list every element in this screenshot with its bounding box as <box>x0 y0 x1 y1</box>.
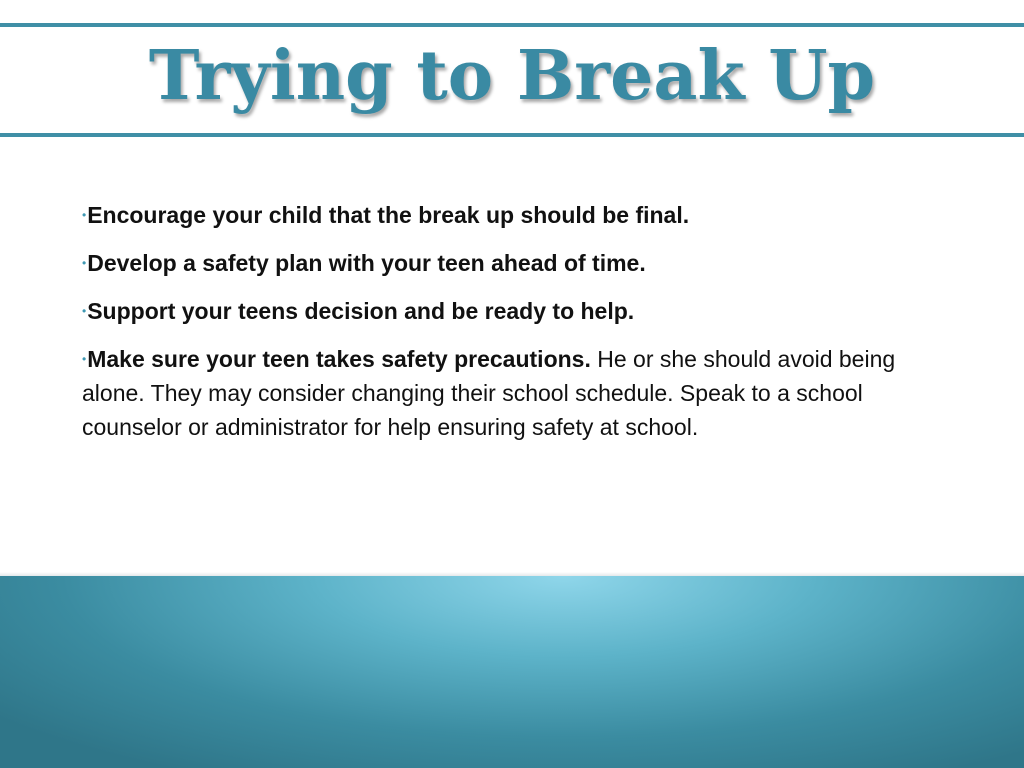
bullet-dot-icon: • <box>82 256 87 270</box>
bullet-dot-icon: • <box>82 352 87 366</box>
bullet-list <box>82 198 952 458</box>
footer-band <box>0 576 1024 768</box>
slide-title: Trying to Break Up <box>148 36 876 116</box>
bullet-bold-text: Make sure your teen takes safety precautions. <box>87 346 591 372</box>
bullet-dot-icon: • <box>82 208 87 222</box>
bullet-bold-text: Encourage your child that the break up should be final. <box>87 202 690 228</box>
bullet-text: He or she should avoid being alone. They may consider changing their school schedule. Speak to a school counselor or administrator for help ensuring safety at school. <box>82 346 896 440</box>
bullet-item-1 <box>82 198 952 232</box>
bullet-item-4 <box>82 342 952 444</box>
bullet-bold-text: Develop a safety plan with your teen ahead of time. <box>87 250 646 276</box>
bullet-bold-text: Support your teens decision and be ready to help. <box>87 298 635 324</box>
title-bottom-rule <box>0 133 1024 137</box>
bullet-item-2 <box>82 246 952 280</box>
bullet-item-3 <box>82 294 952 328</box>
bullet-dot-icon: • <box>82 304 87 318</box>
title-top-rule <box>0 23 1024 27</box>
